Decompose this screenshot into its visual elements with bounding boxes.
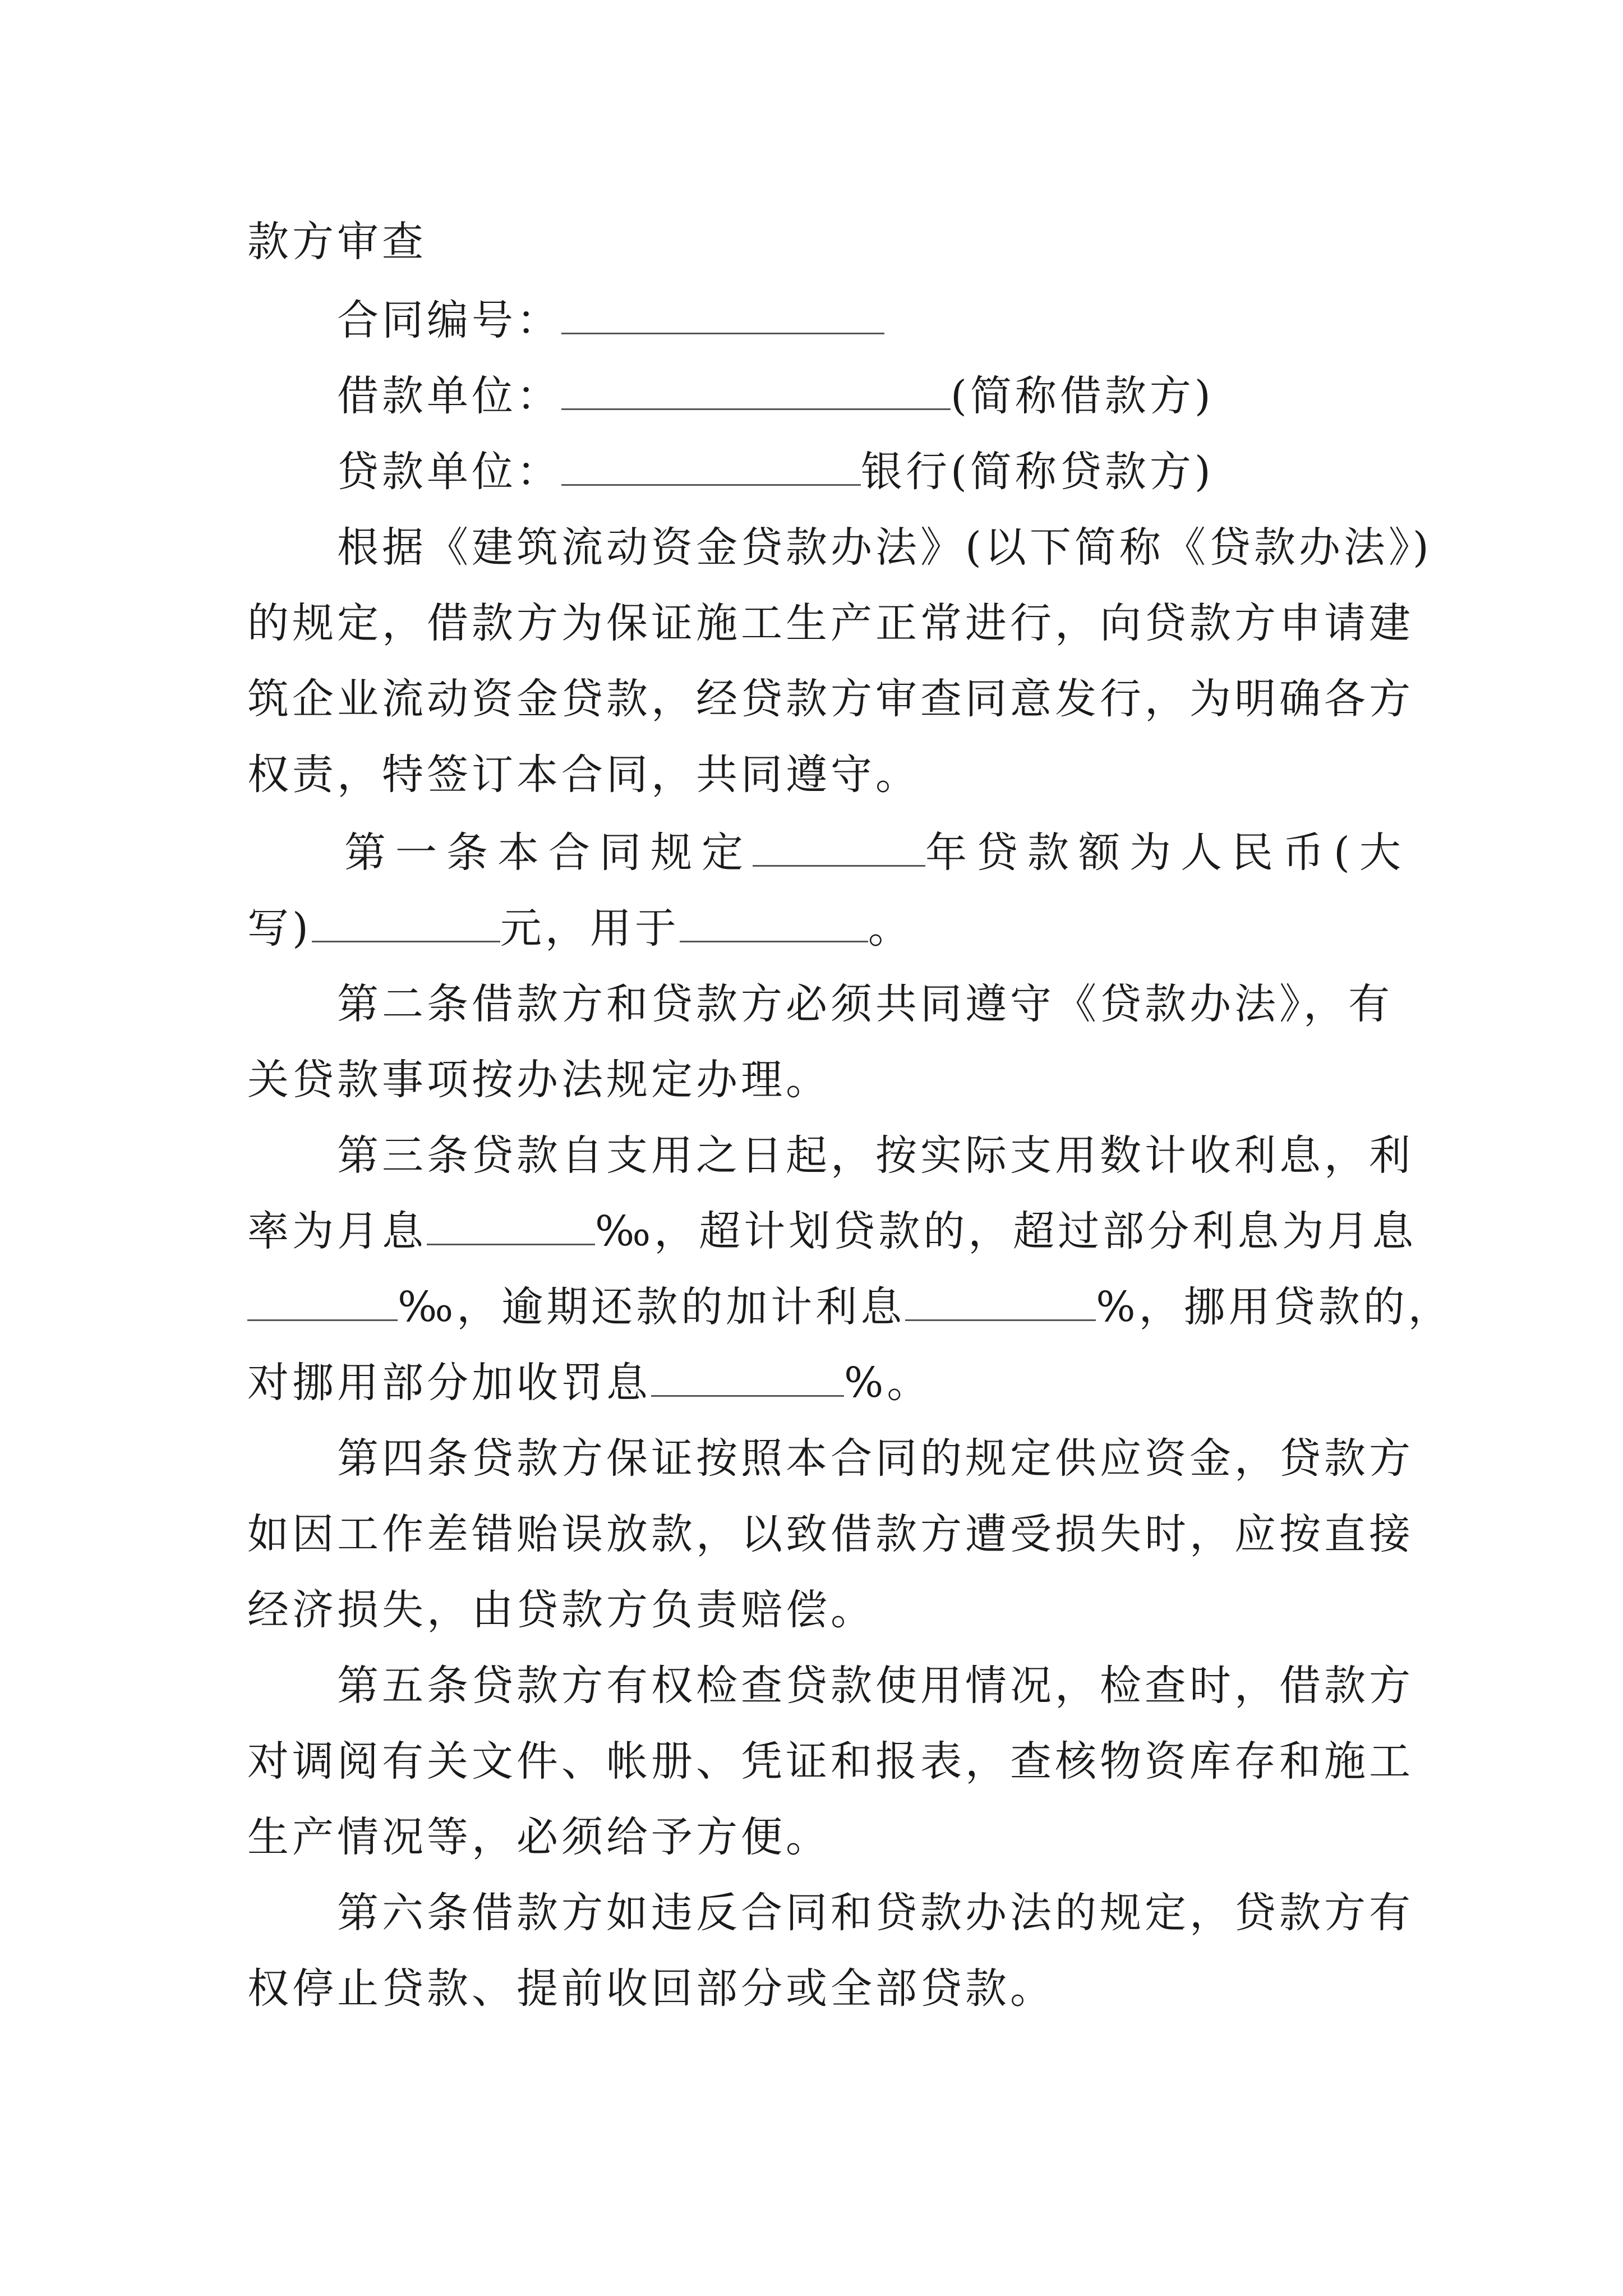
interest-line-2: ‰，逾期还款的加计利息 %，挪用贷款的， [247,1279,1453,1335]
text-line: 筑企业流动资金贷款，经贷款方审查同意发行，为明确各方 [247,675,1414,723]
text-line: 生产情况等，必须给予方便。 [247,1813,831,1861]
amount-blank [312,906,500,942]
penalty-rate-blank [651,1360,844,1397]
article-1-line: 第一条本合同规定 年贷款额为人民币(大 [344,829,1410,877]
year-blank [753,830,925,867]
purpose-blank [680,906,868,942]
text-line: 第四条贷款方保证按照本合同的规定供应资金，贷款方 [337,1434,1414,1483]
penalty-line: 对挪用部分加收罚息 %。 [247,1359,932,1407]
monthly-rate-blank [427,1209,595,1245]
text-line: 款方审查 [247,218,427,266]
text-line: 对调阅有关文件、帐册、凭证和报表，查核物资库存和施工 [247,1737,1414,1786]
borrower-blank [561,374,951,410]
text-line: 的规定，借款方为保证施工生产正常进行，向贷款方申请建 [247,599,1414,647]
text-line: 第三条贷款自支用之日起，按实际支用数计收利息，利 [337,1131,1414,1180]
contract-number-line: 合同编号： [337,292,884,348]
overdue-rate-blank [905,1285,1096,1321]
text-line: 第二条借款方和贷款方必须共同遵守《贷款办法》，有 [337,980,1393,1028]
overplan-rate-blank [247,1285,398,1321]
text-line: 如因工作差错贻误放款，以致借款方遭受损失时，应按直接 [247,1510,1414,1558]
contract-number-blank [561,298,884,334]
article-1-cont-line: 写) 元，用于 。 [247,904,913,953]
text-line: 权责，特签订本合同，共同遵守。 [247,751,920,799]
text-line: 关贷款事项按办法规定办理。 [247,1056,831,1104]
lender-blank [561,449,861,486]
borrower-line: 借款单位： (简称借款方) [337,372,1214,420]
text-line: 第六条借款方如违反合同和贷款办法的规定，贷款方有 [337,1889,1414,1937]
text-line: 根据《建筑流动资金贷款办法》(以下简称《贷款办法》) [337,523,1432,572]
text-line: 权停止贷款、提前收回部分或全部贷款。 [247,1964,1055,2013]
text-line: 第五条贷款方有权检查贷款使用情况，检查时，借款方 [337,1662,1414,1710]
text-line: 经济损失，由贷款方负责赔偿。 [247,1586,875,1634]
lender-line: 贷款单位： 银行(简称贷款方) [337,448,1214,496]
interest-line: 率为月息 ‰，超计划贷款的，超过部分利息为月息 [247,1207,1417,1255]
